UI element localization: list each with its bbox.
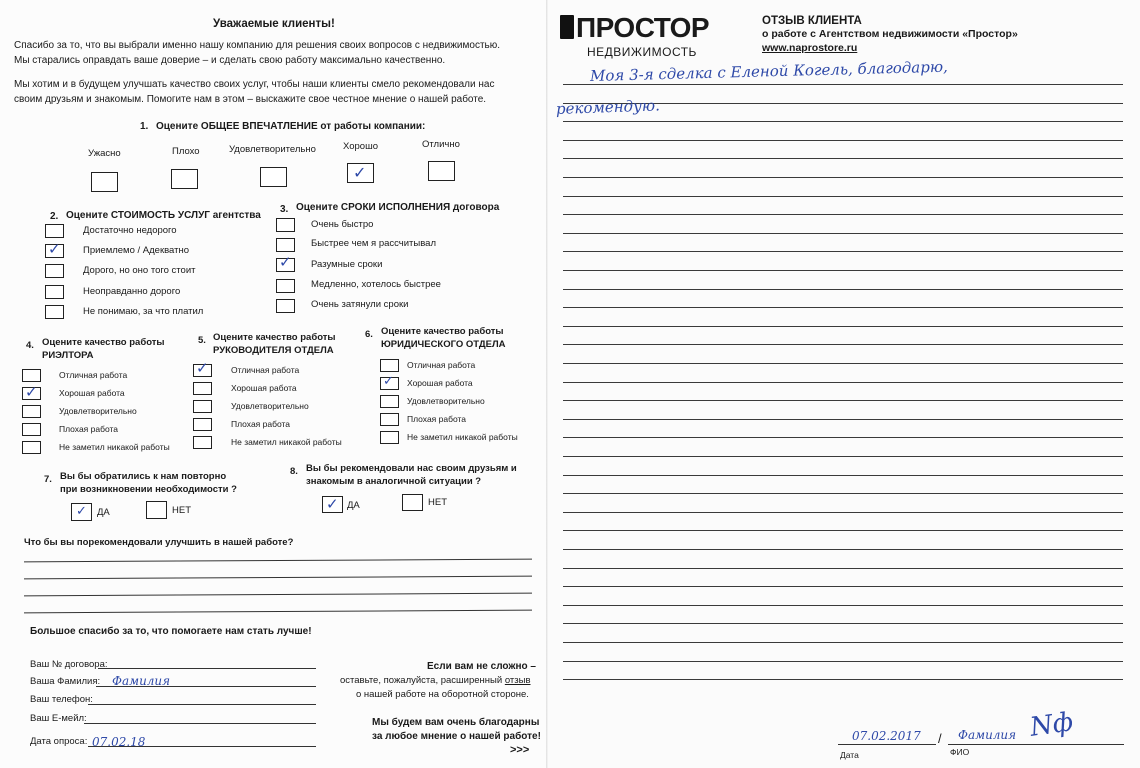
q3-checkbox-1[interactable] <box>276 238 295 252</box>
phone-label: Ваш телефон: <box>30 694 93 705</box>
q5-option-label: Удовлетворительно <box>231 401 309 411</box>
q6-option-label: Не заметил никакой работы <box>407 432 518 442</box>
surname-label: Ваша Фамилия: <box>30 676 101 687</box>
side-note-line-3: о нашей работе на оборотной стороне. <box>356 689 529 700</box>
q4-checkbox-0[interactable] <box>22 369 41 382</box>
q4-checkbox-2[interactable] <box>22 405 41 418</box>
review-writing-line[interactable] <box>563 530 1123 531</box>
q5-option-label: Хорошая работа <box>231 383 297 393</box>
side-note-text: оставьте, пожалуйста, расширенный <box>340 675 503 686</box>
q5-number: 5. <box>198 335 206 346</box>
q1-option-label: Хорошо <box>343 141 378 152</box>
review-writing-line[interactable] <box>563 437 1123 438</box>
q3-checkbox-3[interactable] <box>276 279 295 293</box>
q4-checkbox-3[interactable] <box>22 423 41 436</box>
survey-front-page <box>0 0 548 768</box>
q6-option-label: Плохая работа <box>407 414 467 424</box>
review-date-handwriting: 07.02.2017 <box>852 729 921 743</box>
answer-line[interactable] <box>24 610 532 614</box>
q2-option-label: Приемлемо / Адекватно <box>83 245 190 256</box>
q6-number: 6. <box>365 329 373 340</box>
q1-checkbox-bad[interactable] <box>171 169 198 189</box>
q3-checkbox-4[interactable] <box>276 299 295 313</box>
check-mark-icon: ✓ <box>279 253 292 271</box>
q1-checkbox-excellent[interactable] <box>428 161 455 181</box>
review-handwriting-line-1: Моя 3-я сделка с Еленой Когель, благодарю, <box>589 57 949 85</box>
fio-caption: ФИО <box>950 747 970 757</box>
review-writing-line[interactable] <box>563 326 1123 327</box>
check-mark-icon: ✓ <box>353 163 367 182</box>
q6-title-2: ЮРИДИЧЕСКОГО ОТДЕЛА <box>381 339 506 350</box>
review-subtitle: о работе с Агентством недвижимости «Простор» <box>762 28 1018 40</box>
q2-title: Оцените СТОИМОСТЬ УСЛУГ агентства <box>66 210 261 221</box>
q7-title-2: при возникновении необходимости ? <box>60 484 237 495</box>
q2-checkbox-0[interactable] <box>45 224 64 238</box>
q8-title-2: знакомым в аналогичной ситуации ? <box>306 476 482 487</box>
q7-title-1: Вы бы обратились к нам повторно <box>60 471 227 482</box>
side-note-line-4: Мы будем вам очень благодарны <box>372 717 540 728</box>
review-writing-line[interactable] <box>563 419 1123 420</box>
q5-checkbox-1[interactable] <box>193 382 212 395</box>
review-writing-line[interactable] <box>563 121 1123 122</box>
review-writing-line[interactable] <box>563 177 1123 178</box>
review-writing-line[interactable] <box>563 307 1123 308</box>
q1-option-label: Удовлетворительно <box>229 144 316 155</box>
side-note-line-1: Если вам не сложно – <box>427 661 536 672</box>
review-writing-line[interactable] <box>563 605 1123 606</box>
q2-number: 2. <box>50 211 59 222</box>
q6-checkbox-4[interactable] <box>380 431 399 444</box>
q3-option-label: Медленно, хотелось быстрее <box>311 279 441 290</box>
date-label: Дата опроса: <box>30 736 88 747</box>
arrows-icon: >>> <box>510 744 530 756</box>
date-signature-field[interactable] <box>838 744 936 745</box>
q6-option-label: Удовлетворительно <box>407 396 485 406</box>
review-title: ОТЗЫВ КЛИЕНТА <box>762 15 862 27</box>
review-writing-line[interactable] <box>563 233 1123 234</box>
q3-option-label: Очень затянули сроки <box>311 299 409 310</box>
q7-no-label: НЕТ <box>172 505 191 516</box>
q5-title-2: РУКОВОДИТЕЛЯ ОТДЕЛА <box>213 345 334 356</box>
contract-label: Ваш № договора: <box>30 659 108 670</box>
q5-option-label: Не заметил никакой работы <box>231 437 342 447</box>
q4-option-label: Плохая работа <box>59 424 119 434</box>
q1-number: 1. <box>140 121 149 132</box>
q3-option-label: Разумные сроки <box>311 259 383 270</box>
review-writing-line[interactable] <box>563 158 1123 159</box>
q1-checkbox-satisfactory[interactable] <box>260 167 287 187</box>
q5-checkbox-4[interactable] <box>193 436 212 449</box>
review-writing-line[interactable] <box>563 400 1123 401</box>
q7-checkbox-no[interactable] <box>146 501 167 519</box>
q6-checkbox-2[interactable] <box>380 395 399 408</box>
email-label: Ваш E-мейл: <box>30 713 87 724</box>
q4-title-2: РИЭЛТОРА <box>42 350 94 361</box>
review-writing-line[interactable] <box>563 251 1123 252</box>
logo-subtitle: НЕДВИЖИМОСТЬ <box>587 45 697 59</box>
q4-option-label: Хорошая работа <box>59 388 125 398</box>
review-writing-line[interactable] <box>563 549 1123 550</box>
check-mark-icon: ✓ <box>76 504 87 519</box>
review-back-page <box>548 0 1140 768</box>
check-mark-icon: ✓ <box>383 374 394 389</box>
check-mark-icon: ✓ <box>196 359 209 377</box>
review-writing-line[interactable] <box>563 363 1123 364</box>
q2-checkbox-2[interactable] <box>45 264 64 278</box>
email-field[interactable] <box>84 723 316 724</box>
q2-option-label: Дорого, но оно того стоит <box>83 265 196 276</box>
review-writing-line[interactable] <box>563 623 1123 624</box>
website-link[interactable]: www.naprostore.ru <box>762 42 858 54</box>
q4-number: 4. <box>26 340 34 351</box>
check-mark-icon: ✓ <box>326 495 339 513</box>
review-writing-line[interactable] <box>563 512 1123 513</box>
q4-option-label: Отличная работа <box>59 370 128 380</box>
q8-no-label: НЕТ <box>428 497 447 508</box>
review-writing-line[interactable] <box>563 196 1123 197</box>
thanks-text: Большое спасибо за то, что помогаете нам стать лучше! <box>30 626 312 637</box>
side-note-line-5: за любое мнение о нашей работе! <box>372 731 541 742</box>
intro-paragraph-1: Спасибо за то, что вы выбрали именно нашу компанию для решения своих вопросов с недвижимостью. Мы старались оправдать ваше доверие – и сделать свою работу максимально качественно. <box>14 40 501 66</box>
review-writing-line[interactable] <box>563 586 1123 587</box>
survey-date-handwriting: 07.02.18 <box>92 735 146 749</box>
fio-handwriting: Фамилия <box>958 728 1017 742</box>
review-writing-line[interactable] <box>563 456 1123 457</box>
side-note-line-2 <box>340 676 531 686</box>
q2-option-label: Не понимаю, за что платил <box>83 306 204 317</box>
q4-option-label: Не заметил никакой работы <box>59 442 170 452</box>
review-writing-line[interactable] <box>563 642 1123 643</box>
review-writing-line[interactable] <box>563 661 1123 662</box>
q1-checkbox-terrible[interactable] <box>91 172 118 192</box>
review-writing-line[interactable] <box>563 214 1123 215</box>
review-writing-line[interactable] <box>563 382 1123 383</box>
q3-option-label: Быстрее чем я рассчитывал <box>311 238 437 249</box>
review-writing-line[interactable] <box>563 493 1123 494</box>
review-writing-line[interactable] <box>563 270 1123 271</box>
q4-checkbox-4[interactable] <box>22 441 41 454</box>
q6-checkbox-3[interactable] <box>380 413 399 426</box>
answer-line[interactable] <box>24 576 532 580</box>
q8-title-1: Вы бы рекомендовали нас своим друзьям и <box>306 463 517 474</box>
logo-mark-icon <box>560 15 574 39</box>
q8-yes-label: ДА <box>347 500 360 511</box>
date-caption: Дата <box>840 750 859 760</box>
q3-checkbox-0[interactable] <box>276 218 295 232</box>
q3-title: Оцените СРОКИ ИСПОЛНЕНИЯ договора <box>296 202 500 213</box>
q1-option-label: Отлично <box>422 139 460 150</box>
q4-option-label: Удовлетворительно <box>59 406 137 416</box>
phone-field[interactable] <box>88 704 316 705</box>
q6-option-label: Хорошая работа <box>407 378 473 388</box>
review-writing-line[interactable] <box>563 344 1123 345</box>
contract-field[interactable] <box>98 668 316 669</box>
greeting-heading: Уважаемые клиенты! <box>213 18 335 30</box>
improve-question: Что бы вы порекомендовали улучшить в нашей работе? <box>24 537 294 548</box>
q1-option-label: Плохо <box>172 146 200 157</box>
intro-paragraph-2: Мы хотим и в будущем улучшать качество своих услуг, чтобы наши клиенты смело рекомендовали нас своим друзьям и знакомым. Помогите нам в этом – выскажите свое честное мнение о нашей работе. <box>14 79 495 105</box>
q5-checkbox-2[interactable] <box>193 400 212 413</box>
q7-number: 7. <box>44 474 52 485</box>
answer-line[interactable] <box>24 593 532 597</box>
signature-image: Nф <box>1028 707 1075 743</box>
q2-option-label: Неоправданно дорого <box>83 286 181 297</box>
q5-title-1: Оцените качество работы <box>213 332 336 343</box>
q2-checkbox-3[interactable] <box>45 285 64 299</box>
q1-option-label: Ужасно <box>88 148 121 159</box>
q5-option-label: Плохая работа <box>231 419 291 429</box>
review-writing-line[interactable] <box>563 140 1123 141</box>
q4-title-1: Оцените качество работы <box>42 337 165 348</box>
q2-option-label: Достаточно недорого <box>83 225 177 236</box>
q2-checkbox-4[interactable] <box>45 305 64 319</box>
q8-checkbox-no[interactable] <box>402 494 423 511</box>
q5-checkbox-3[interactable] <box>193 418 212 431</box>
q7-yes-label: ДА <box>97 507 110 518</box>
review-writing-line[interactable] <box>563 568 1123 569</box>
q3-option-label: Очень быстро <box>311 219 374 230</box>
q5-option-label: Отличная работа <box>231 365 300 375</box>
review-link[interactable]: отзыв <box>504 675 531 686</box>
review-writing-line[interactable] <box>563 289 1123 290</box>
q3-number: 3. <box>280 204 289 215</box>
review-handwriting-line-2: рекомендую. <box>555 96 661 118</box>
answer-line[interactable] <box>24 559 532 563</box>
check-mark-icon: ✓ <box>48 240 61 258</box>
check-mark-icon: ✓ <box>25 383 38 401</box>
q6-checkbox-0[interactable] <box>380 359 399 372</box>
q6-option-label: Отличная работа <box>407 360 476 370</box>
fio-signature-field[interactable] <box>948 744 1124 745</box>
review-writing-line[interactable] <box>563 84 1123 85</box>
surname-handwriting: Фамилия <box>112 674 171 688</box>
review-writing-line[interactable] <box>563 475 1123 476</box>
logo-text: ПРОСТОР <box>576 12 710 43</box>
review-writing-line[interactable] <box>563 679 1123 680</box>
brand-logo <box>560 14 709 42</box>
separator: / <box>938 731 942 746</box>
q6-title-1: Оцените качество работы <box>381 326 504 337</box>
q1-title: Оцените ОБЩЕЕ ВПЕЧАТЛЕНИЕ от работы компании: <box>156 121 426 132</box>
q8-number: 8. <box>290 466 298 477</box>
